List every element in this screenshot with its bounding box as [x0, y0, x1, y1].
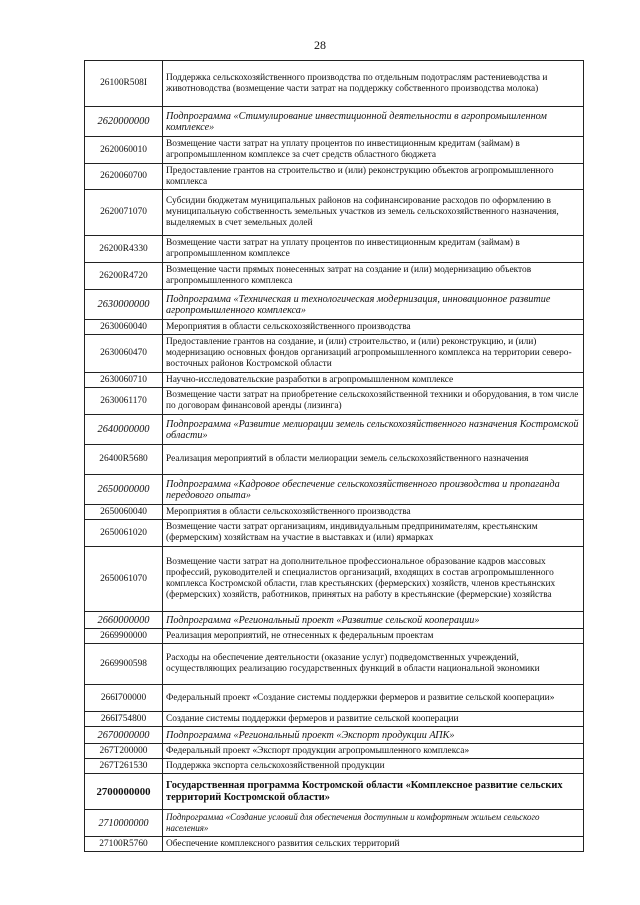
expense-description-cell: Реализация мероприятий, не отнесенных к федеральным проектам	[163, 629, 584, 644]
target-code-cell: 266I700000	[85, 685, 163, 712]
expense-description-cell: Подпрограмма «Региональный проект «Экспорт продукции АПК»	[163, 727, 584, 744]
table-row	[85, 520, 584, 547]
table-row	[85, 61, 584, 107]
target-code-cell: 2669900000	[85, 629, 163, 644]
expense-description-cell: Поддержка экспорта сельскохозяйственной продукции	[163, 759, 584, 774]
target-code-cell: 2620060010	[85, 137, 163, 164]
expense-description-cell: Предоставление грантов на создание, и (или) строительство, и (или) реконструкцию, и (или) модернизацию основных фондов организаций агропромышленного комплекса на территории северо-восточных районов Костромской области	[163, 335, 584, 373]
expense-description-cell: Расходы на обеспечение деятельности (оказание услуг) подведомственных учреждений, осуществляющих реализацию государственных функций в области национальной экономики	[163, 644, 584, 685]
expense-description-cell: Научно-исследовательские разработки в агропромышленном комплексе	[163, 373, 584, 388]
expense-description-cell: Реализация мероприятий в области мелиорации земель сельскохозяйственного назначения	[163, 445, 584, 475]
budget-classification-table	[84, 60, 584, 852]
table-row	[85, 612, 584, 629]
target-code-cell: 2620060700	[85, 164, 163, 190]
target-code-cell: 2630060470	[85, 335, 163, 373]
target-code-cell: 2630000000	[85, 290, 163, 320]
target-code-cell: 26200R4720	[85, 263, 163, 290]
table-row	[85, 263, 584, 290]
target-code-cell: 2640000000	[85, 415, 163, 445]
expense-description-cell: Возмещение части затрат на уплату процентов по инвестиционным кредитам (займам) в агропромышленном комплексе	[163, 236, 584, 263]
target-code-cell: 2669900598	[85, 644, 163, 685]
target-code-cell: 267T261530	[85, 759, 163, 774]
target-code-cell: 2620000000	[85, 107, 163, 137]
table-row	[85, 629, 584, 644]
table-row	[85, 107, 584, 137]
target-code-cell: 2700000000	[85, 774, 163, 810]
table-row	[85, 236, 584, 263]
expense-description-cell: Возмещение части затрат на уплату процентов по инвестиционным кредитам (займам) в агропромышленном комплексе за счет средств областного бюджета	[163, 137, 584, 164]
table-row	[85, 810, 584, 837]
table-row	[85, 685, 584, 712]
table-row	[85, 712, 584, 727]
table-row	[85, 744, 584, 759]
target-code-cell: 2710000000	[85, 810, 163, 837]
expense-description-cell: Подпрограмма «Региональный проект «Развитие сельской кооперации»	[163, 612, 584, 629]
expense-description-cell: Подпрограмма «Техническая и технологическая модернизация, инновационное развитие агропромышленного комплекса»	[163, 290, 584, 320]
table-row	[85, 137, 584, 164]
expense-description-cell: Мероприятия в области сельскохозяйственного производства	[163, 505, 584, 520]
table-row	[85, 475, 584, 505]
target-code-cell: 2630061170	[85, 388, 163, 415]
expense-description-cell: Государственная программа Костромской области «Комплексное развитие сельских территорий Костромской области»	[163, 774, 584, 810]
target-code-cell: 2650060040	[85, 505, 163, 520]
target-code-cell: 2630060040	[85, 320, 163, 335]
expense-description-cell: Федеральный проект «Экспорт продукции агропромышленного комплекса»	[163, 744, 584, 759]
table-row	[85, 388, 584, 415]
target-code-cell: 26400R5680	[85, 445, 163, 475]
expense-description-cell: Подпрограмма «Стимулирование инвестиционной деятельности в агропромышленном комплексе»	[163, 107, 584, 137]
expense-description-cell: Возмещение части затрат на дополнительное профессиональное образование кадров массовых профессий, руководителей и специалистов организаций, входящих в состав агропромышленного комплекса Костромской области, глав крестьянских (фермерских) хозяйств, членов крестьянских (фермерских) хозяйств, работников, принятых на работу в крестьянские (фермерские) хозяйства	[163, 547, 584, 612]
expense-description-cell: Создание системы поддержки фермеров и развитие сельской кооперации	[163, 712, 584, 727]
table-row	[85, 837, 584, 852]
target-code-cell: 2650061070	[85, 547, 163, 612]
target-code-cell: 2660000000	[85, 612, 163, 629]
table-row	[85, 415, 584, 445]
table-row	[85, 774, 584, 810]
table-row	[85, 373, 584, 388]
expense-description-cell: Мероприятия в области сельскохозяйственного производства	[163, 320, 584, 335]
expense-description-cell: Подпрограмма «Кадровое обеспечение сельскохозяйственного производства и пропаганда передового опыта»	[163, 475, 584, 505]
target-code-cell: 2620071070	[85, 190, 163, 236]
target-code-cell: 2630060710	[85, 373, 163, 388]
expense-description-cell: Подпрограмма «Развитие мелиорации земель сельскохозяйственного назначения Костромской области»	[163, 415, 584, 445]
expense-description-cell: Предоставление грантов на строительство и (или) реконструкцию объектов агропромышленного комплекса	[163, 164, 584, 190]
table-body	[85, 61, 584, 852]
target-code-cell: 2670000000	[85, 727, 163, 744]
target-code-cell: 266I754800	[85, 712, 163, 727]
expense-description-cell: Поддержка сельскохозяйственного производства по отдельным подотраслям растениеводства и животноводства (возмещение части затрат на поддержку собственного производства молока)	[163, 61, 584, 107]
expense-description-cell: Возмещение части прямых понесенных затрат на создание и (или) модернизацию объектов агропромышленного комплекса	[163, 263, 584, 290]
expense-description-cell: Возмещение части затрат на приобретение сельскохозяйственной техники и оборудования, в том числе по договорам финансовой аренды (лизинга)	[163, 388, 584, 415]
table-row	[85, 547, 584, 612]
target-code-cell: 2650061020	[85, 520, 163, 547]
target-code-cell: 267T200000	[85, 744, 163, 759]
target-code-cell: 26100R508I	[85, 61, 163, 107]
table-row	[85, 320, 584, 335]
page-number: 28	[314, 38, 326, 52]
table-row	[85, 290, 584, 320]
expense-description-cell: Субсидии бюджетам муниципальных районов на софинансирование расходов по оформлению в муниципальную собственность земельных участков из земель сельскохозяйственного назначения, выделяемых в счет земельных долей	[163, 190, 584, 236]
expense-description-cell: Обеспечение комплексного развития сельских территорий	[163, 837, 584, 852]
table-row	[85, 759, 584, 774]
table-row	[85, 727, 584, 744]
expense-description-cell: Подпрограмма «Создание условий для обеспечения доступным и комфортным жильем сельского населения»	[163, 810, 584, 837]
table-row	[85, 644, 584, 685]
target-code-cell: 27100R5760	[85, 837, 163, 852]
table-row	[85, 164, 584, 190]
table-row	[85, 505, 584, 520]
table-row	[85, 335, 584, 373]
target-code-cell: 2650000000	[85, 475, 163, 505]
table-row	[85, 190, 584, 236]
target-code-cell: 26200R4330	[85, 236, 163, 263]
table-row	[85, 445, 584, 475]
expense-description-cell: Возмещение части затрат организациям, индивидуальным предпринимателям, крестьянским (фермерским) хозяйствам на участие в выставках и (или) ярмарках	[163, 520, 584, 547]
expense-description-cell: Федеральный проект «Создание системы поддержки фермеров и развитие сельской кооперации»	[163, 685, 584, 712]
